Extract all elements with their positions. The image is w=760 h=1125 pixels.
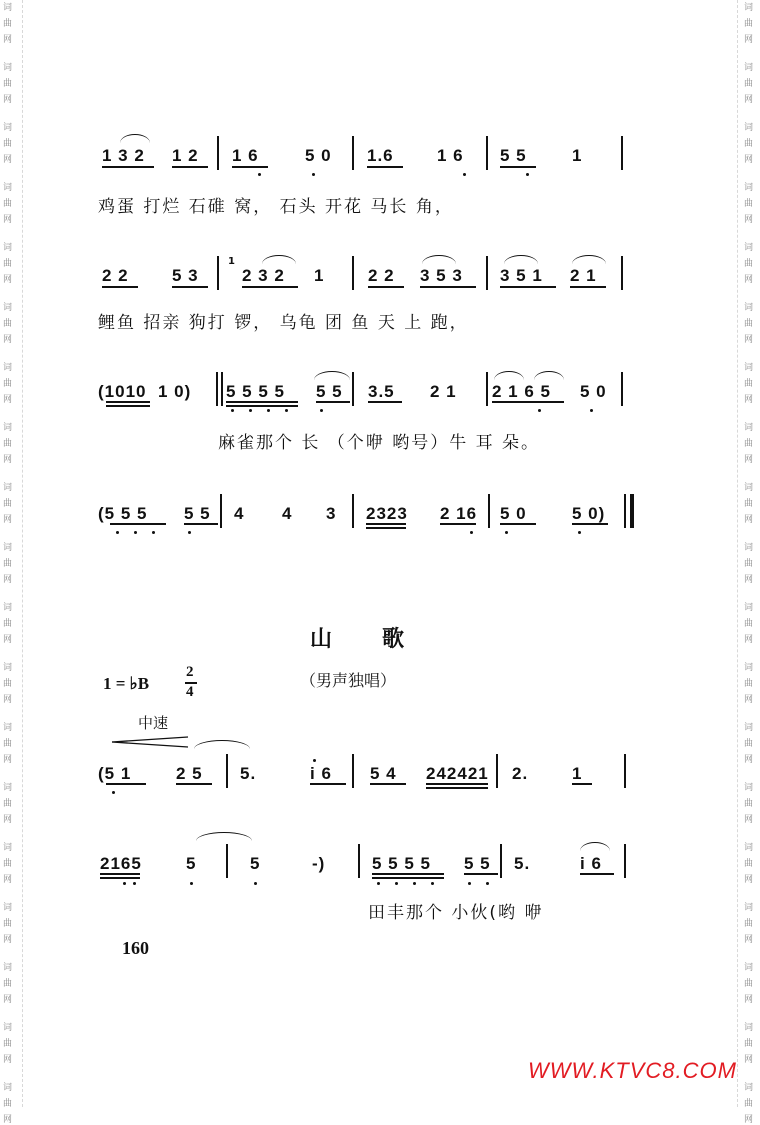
octave-dot xyxy=(112,791,115,794)
beam xyxy=(500,166,536,168)
watermark-char: 词 xyxy=(3,1083,13,1093)
watermark-char: 曲 xyxy=(744,739,754,749)
watermark-char: 曲 xyxy=(3,199,13,209)
note-group: 3.5 xyxy=(368,382,395,401)
barline xyxy=(624,754,626,788)
note-group: 5 0 xyxy=(580,382,607,401)
note-group: 1 0) xyxy=(158,382,192,401)
barline xyxy=(621,372,623,406)
watermark-char: 网 xyxy=(744,875,754,885)
note-group: 5 5 5 5 xyxy=(226,382,285,401)
barline xyxy=(486,136,488,170)
barline xyxy=(221,372,223,406)
watermark-char: 网 xyxy=(3,395,13,405)
watermark-char: 网 xyxy=(3,995,13,1005)
watermark-char: 词 xyxy=(744,963,754,973)
watermark-char: 网 xyxy=(3,275,13,285)
watermark-char: 曲 xyxy=(744,1039,754,1049)
beam xyxy=(464,873,498,875)
watermark-char: 网 xyxy=(744,935,754,945)
barline xyxy=(624,844,626,878)
watermark-char: 曲 xyxy=(744,1099,754,1109)
watermark-char: 曲 xyxy=(744,259,754,269)
note-group: 3 5 1 xyxy=(500,266,543,285)
octave-dot xyxy=(134,531,137,534)
watermark-char: 词 xyxy=(744,183,754,193)
watermark-char: 网 xyxy=(3,1115,13,1125)
watermark-char: 网 xyxy=(744,815,754,825)
watermark-char: 词 xyxy=(3,423,13,433)
watermark-char: 曲 xyxy=(744,319,754,329)
note-group: (5 5 5 xyxy=(98,504,148,523)
watermark-char: 曲 xyxy=(744,859,754,869)
page-number: 160 xyxy=(122,938,149,958)
octave-dot xyxy=(590,409,593,412)
lyrics-line: 田丰那个 小伙(哟 咿 xyxy=(368,903,544,923)
note-group: 5 xyxy=(250,854,261,873)
beam xyxy=(172,166,208,168)
beam xyxy=(368,401,402,403)
beam xyxy=(367,166,403,168)
watermark-char: 网 xyxy=(3,695,13,705)
note-group: 1.6 xyxy=(367,146,394,165)
watermark-char: 词 xyxy=(744,543,754,553)
beam xyxy=(372,873,444,875)
note-group: 5 0 xyxy=(500,504,527,523)
note-group: 5 5 xyxy=(500,146,527,165)
note-group: 2 16 xyxy=(440,504,478,523)
watermark-char: 词 xyxy=(3,363,13,373)
beam xyxy=(372,877,444,879)
grace-note: 1 xyxy=(228,256,235,267)
slur xyxy=(494,371,524,380)
lyrics-line: 麻雀那个 长 （个咿 哟号）牛 耳 朵。 xyxy=(218,433,541,453)
barline xyxy=(486,372,488,406)
watermark-char: 网 xyxy=(744,35,754,45)
barline xyxy=(352,136,354,170)
beam xyxy=(440,523,476,525)
watermark-char: 网 xyxy=(744,995,754,1005)
watermark-char: 曲 xyxy=(3,139,13,149)
barline xyxy=(500,844,502,878)
note-group: 1 xyxy=(314,266,325,285)
slur xyxy=(504,255,538,264)
watermark-char: 词 xyxy=(3,183,13,193)
watermark-char: 词 xyxy=(3,3,13,13)
octave-dot xyxy=(505,531,508,534)
barline xyxy=(621,136,623,170)
octave-dot xyxy=(152,531,155,534)
octave-dot xyxy=(231,409,234,412)
beam xyxy=(366,527,406,529)
final-barline-thin xyxy=(624,494,626,528)
watermark-char: 词 xyxy=(3,543,13,553)
watermark-char: 词 xyxy=(3,963,13,973)
octave-dot xyxy=(470,531,473,534)
slur xyxy=(314,371,350,380)
beam xyxy=(420,286,476,288)
octave-dot xyxy=(258,173,261,176)
watermark-char: 网 xyxy=(3,155,13,165)
watermark-char: 词 xyxy=(3,483,13,493)
watermark-char: 网 xyxy=(744,695,754,705)
song-title: 山歌 xyxy=(310,626,455,652)
watermark-char: 词 xyxy=(744,603,754,613)
note-group: 5 0) xyxy=(572,504,606,523)
watermark-char: 网 xyxy=(744,1055,754,1065)
note-group: 5 0 xyxy=(305,146,332,165)
note-group: 5 5 5 5 xyxy=(372,854,431,873)
note-group: 2 2 xyxy=(102,266,129,285)
watermark-char: 曲 xyxy=(744,79,754,89)
watermark-char: 曲 xyxy=(3,259,13,269)
watermark-char: 网 xyxy=(3,815,13,825)
slur xyxy=(580,842,610,851)
beam xyxy=(102,166,154,168)
note-group: 5 5 xyxy=(316,382,343,401)
beam xyxy=(370,783,406,785)
barline xyxy=(352,494,354,528)
beam xyxy=(570,286,606,288)
octave-dot xyxy=(285,409,288,412)
barline xyxy=(217,256,219,290)
watermark-char: 词 xyxy=(744,663,754,673)
watermark-char: 曲 xyxy=(3,379,13,389)
note-group: 2. xyxy=(512,764,529,783)
watermark-char: 曲 xyxy=(3,319,13,329)
watermark-char: 网 xyxy=(3,335,13,345)
watermark-char: 曲 xyxy=(3,19,13,29)
watermark-char: 曲 xyxy=(3,799,13,809)
watermark-char: 词 xyxy=(744,483,754,493)
beam xyxy=(426,783,488,785)
watermark-char: 词 xyxy=(744,903,754,913)
key-signature: 1 = ♭B xyxy=(103,674,150,693)
watermark-char: 网 xyxy=(3,455,13,465)
watermark-char: 词 xyxy=(3,723,13,733)
slur xyxy=(262,255,296,264)
barline xyxy=(496,754,498,788)
slur xyxy=(120,134,150,143)
watermark-char: 词 xyxy=(3,63,13,73)
beam xyxy=(242,286,298,288)
octave-dot xyxy=(538,409,541,412)
octave-dot xyxy=(133,882,136,885)
crescendo-hairpin xyxy=(110,736,190,748)
beam xyxy=(100,877,140,879)
slur xyxy=(194,740,250,749)
note-group: 4 xyxy=(234,504,245,523)
beam xyxy=(500,523,536,525)
slur xyxy=(196,832,252,841)
barline xyxy=(352,754,354,788)
octave-dot xyxy=(188,531,191,534)
beam xyxy=(172,286,208,288)
lyrics-line: 鲤鱼 招亲 狗打 锣， 乌龟 团 鱼 天 上 跑， xyxy=(98,313,469,333)
barline xyxy=(220,494,222,528)
beam xyxy=(106,783,146,785)
watermark-char: 词 xyxy=(3,663,13,673)
watermark-char: 曲 xyxy=(744,19,754,29)
octave-dot xyxy=(377,882,380,885)
slur xyxy=(572,255,606,264)
beam xyxy=(106,401,150,403)
watermark-char: 网 xyxy=(744,215,754,225)
beam xyxy=(316,401,350,403)
beam xyxy=(500,286,556,288)
note-group: 2323 xyxy=(366,504,408,523)
watermark-char: 词 xyxy=(744,783,754,793)
time-signature-bottom: 4 xyxy=(186,684,194,700)
watermark-char: 曲 xyxy=(744,379,754,389)
barline xyxy=(352,256,354,290)
watermark-char: 曲 xyxy=(744,679,754,689)
note-group: 2 2 xyxy=(368,266,395,285)
site-watermark-url: WWW.KTVC8.COM xyxy=(528,1058,737,1083)
octave-dot xyxy=(578,531,581,534)
note-group: 1 3 2 xyxy=(102,146,145,165)
watermark-char: 曲 xyxy=(3,679,13,689)
note-group: 5 4 xyxy=(370,764,397,783)
note-group: (1010 xyxy=(98,382,147,401)
watermark-char: 网 xyxy=(3,575,13,585)
barline xyxy=(486,256,488,290)
watermark-char: 曲 xyxy=(3,919,13,929)
note-group: 2 1 6 5 xyxy=(492,382,551,401)
watermark-char: 词 xyxy=(3,783,13,793)
octave-dot xyxy=(431,882,434,885)
final-barline-thick xyxy=(630,494,634,528)
watermark-char: 词 xyxy=(744,303,754,313)
note-group: 5 xyxy=(186,854,197,873)
watermark-char: 曲 xyxy=(744,199,754,209)
watermark-char: 词 xyxy=(744,1083,754,1093)
watermark-char: 网 xyxy=(744,155,754,165)
beam xyxy=(184,523,218,525)
note-group: 1 xyxy=(572,146,583,165)
note-group: 2 1 xyxy=(430,382,457,401)
note-group: 1 2 xyxy=(172,146,199,165)
octave-dot xyxy=(116,531,119,534)
watermark-char: 词 xyxy=(3,243,13,253)
octave-dot xyxy=(463,173,466,176)
note-group: 3 xyxy=(326,504,337,523)
watermark-char: 网 xyxy=(744,455,754,465)
beam xyxy=(580,873,614,875)
note-group: -) xyxy=(312,854,326,873)
note-group: 2 1 xyxy=(570,266,597,285)
watermark-char: 曲 xyxy=(744,139,754,149)
watermark-char: 网 xyxy=(744,275,754,285)
watermark-char: 词 xyxy=(3,843,13,853)
beam xyxy=(102,286,138,288)
note-group: 1 xyxy=(572,764,583,783)
watermark-char: 网 xyxy=(3,515,13,525)
barline xyxy=(488,494,490,528)
watermark-char: 网 xyxy=(744,755,754,765)
watermark-char: 网 xyxy=(744,1115,754,1125)
barline xyxy=(621,256,623,290)
beam xyxy=(572,523,608,525)
watermark-char: 网 xyxy=(744,515,754,525)
beam xyxy=(426,787,488,789)
watermark-left-column xyxy=(0,0,23,1125)
watermark-char: 网 xyxy=(744,395,754,405)
watermark-char: 网 xyxy=(3,635,13,645)
watermark-char: 词 xyxy=(744,243,754,253)
watermark-char: 曲 xyxy=(744,919,754,929)
octave-dot xyxy=(320,409,323,412)
barline xyxy=(226,844,228,878)
octave-dot xyxy=(526,173,529,176)
beam xyxy=(310,783,346,785)
watermark-char: 词 xyxy=(744,63,754,73)
beam xyxy=(110,523,166,525)
note-group: 1 6 xyxy=(232,146,259,165)
watermark-char: 曲 xyxy=(744,499,754,509)
beam xyxy=(492,401,564,403)
watermark-char: 曲 xyxy=(3,859,13,869)
watermark-char: 网 xyxy=(744,575,754,585)
watermark-char: 网 xyxy=(3,755,13,765)
watermark-right-column xyxy=(737,0,760,1125)
watermark-char: 网 xyxy=(3,1055,13,1065)
note-group: 1 6 xyxy=(437,146,464,165)
note-group: 2 5 xyxy=(176,764,203,783)
beam xyxy=(366,523,406,525)
watermark-char: 网 xyxy=(3,95,13,105)
octave-dot xyxy=(123,882,126,885)
song-subtitle: （男声独唱） xyxy=(300,671,397,690)
watermark-char: 网 xyxy=(744,335,754,345)
note-group: 5. xyxy=(514,854,531,873)
note-group: 242421 xyxy=(426,764,489,783)
watermark-char: 词 xyxy=(3,303,13,313)
watermark-char: 词 xyxy=(744,723,754,733)
beam xyxy=(100,873,140,875)
note-group: 5 5 xyxy=(464,854,491,873)
watermark-char: 词 xyxy=(3,603,13,613)
watermark-char: 词 xyxy=(3,903,13,913)
note-group: 2165 xyxy=(100,854,142,873)
octave-dot xyxy=(267,409,270,412)
watermark-char: 词 xyxy=(744,3,754,13)
octave-dot xyxy=(486,882,489,885)
octave-dot xyxy=(395,882,398,885)
watermark-char: 词 xyxy=(744,363,754,373)
watermark-char: 词 xyxy=(744,423,754,433)
barline xyxy=(352,372,354,406)
beam xyxy=(106,405,150,407)
note-group: 5. xyxy=(240,764,257,783)
beam xyxy=(176,783,212,785)
barline xyxy=(358,844,360,878)
beam xyxy=(226,401,298,403)
watermark-char: 词 xyxy=(3,1023,13,1033)
octave-dot xyxy=(190,882,193,885)
note-group: 5 3 xyxy=(172,266,199,285)
note-group: 2 3 2 xyxy=(242,266,285,285)
watermark-char: 网 xyxy=(3,35,13,45)
note-group: 4 xyxy=(282,504,293,523)
barline xyxy=(217,136,219,170)
watermark-char: 曲 xyxy=(3,79,13,89)
beam xyxy=(232,166,268,168)
watermark-char: 词 xyxy=(744,123,754,133)
octave-dot xyxy=(254,882,257,885)
watermark-char: 网 xyxy=(3,935,13,945)
watermark-char: 词 xyxy=(3,123,13,133)
time-signature-top: 2 xyxy=(186,664,194,680)
octave-dot xyxy=(312,173,315,176)
lyrics-line: 鸡蛋 打烂 石碓 窝， 石头 开花 马长 角， xyxy=(98,197,454,217)
watermark-char: 曲 xyxy=(744,619,754,629)
watermark-char: 词 xyxy=(744,1023,754,1033)
watermark-char: 曲 xyxy=(744,439,754,449)
octave-dot xyxy=(313,759,316,762)
beam xyxy=(226,405,298,407)
barline xyxy=(226,754,228,788)
slur xyxy=(534,371,564,380)
watermark-char: 曲 xyxy=(744,979,754,989)
watermark-char: 曲 xyxy=(3,439,13,449)
watermark-char: 曲 xyxy=(3,1039,13,1049)
watermark-char: 网 xyxy=(3,215,13,225)
beam xyxy=(572,783,592,785)
octave-dot xyxy=(468,882,471,885)
watermark-char: 曲 xyxy=(744,559,754,569)
watermark-char: 曲 xyxy=(3,559,13,569)
note-group: i 6 xyxy=(310,764,332,783)
watermark-char: 曲 xyxy=(744,799,754,809)
watermark-char: 曲 xyxy=(3,1099,13,1109)
slur xyxy=(422,255,456,264)
watermark-char: 词 xyxy=(744,843,754,853)
beam xyxy=(368,286,404,288)
watermark-char: 曲 xyxy=(3,619,13,629)
octave-dot xyxy=(249,409,252,412)
tempo-marking: 中速 xyxy=(138,714,169,732)
note-group: 3 5 3 xyxy=(420,266,463,285)
watermark-char: 曲 xyxy=(3,979,13,989)
barline xyxy=(216,372,218,406)
watermark-char: 网 xyxy=(744,635,754,645)
note-group: i 6 xyxy=(580,854,602,873)
octave-dot xyxy=(413,882,416,885)
watermark-char: 网 xyxy=(3,875,13,885)
note-group: (5 1 xyxy=(98,764,132,783)
watermark-char: 网 xyxy=(744,95,754,105)
watermark-char: 曲 xyxy=(3,499,13,509)
watermark-char: 曲 xyxy=(3,739,13,749)
note-group: 5 5 xyxy=(184,504,211,523)
